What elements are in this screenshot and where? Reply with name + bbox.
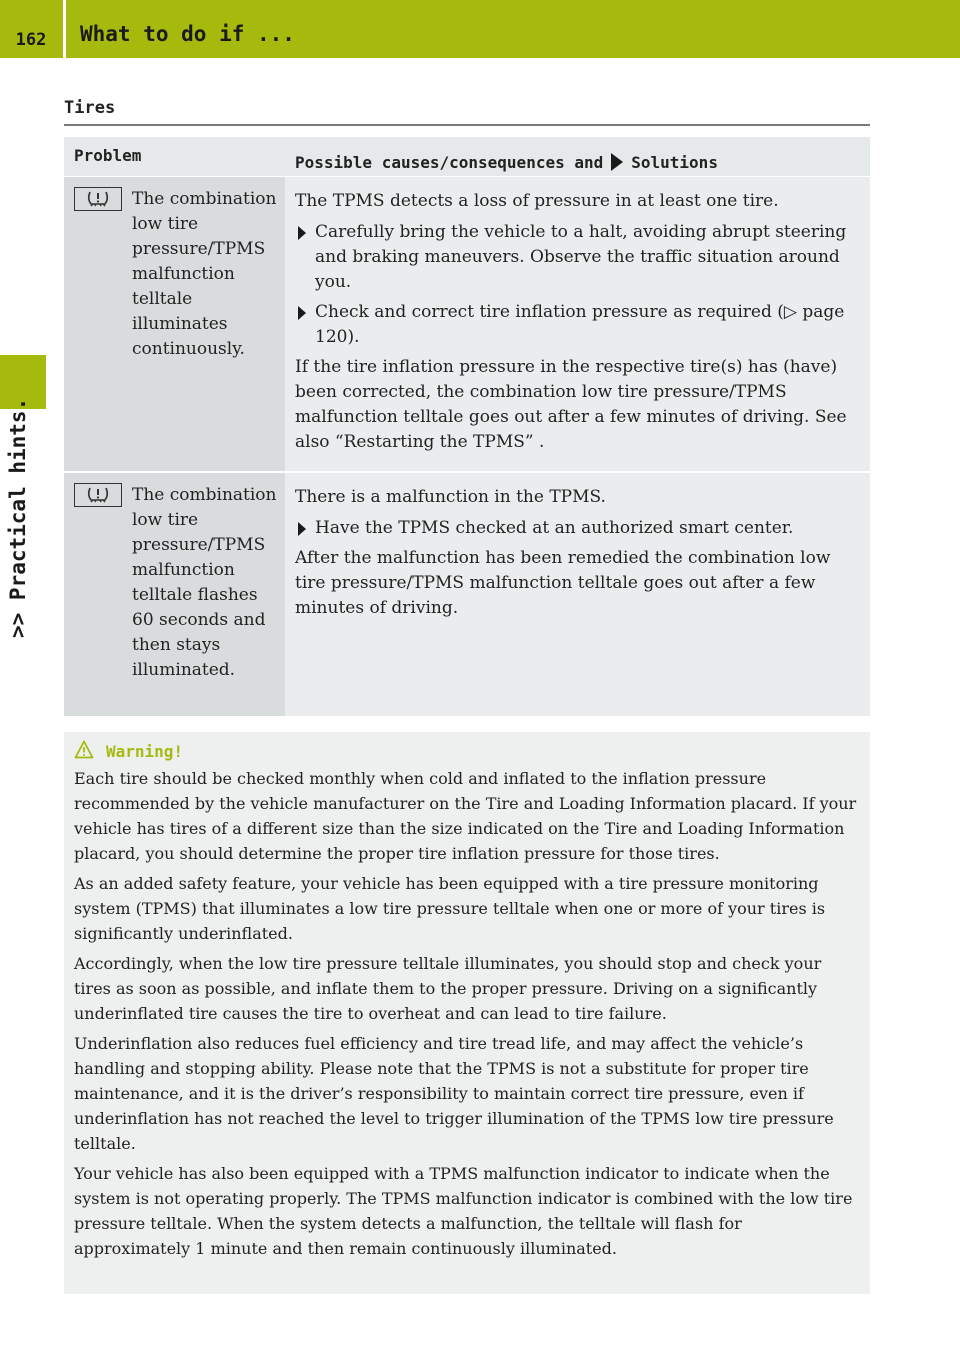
table-header xyxy=(64,137,870,177)
warning-paragraph: Accordingly, when the low tire pressure telltale illuminates, you should stop and check your tires as soon as possible, and inflate them to the proper pressure. Driving on a significantly underinflated tire causes the tire to overheat and can lead to tire failure. xyxy=(74,954,822,1023)
page-header xyxy=(0,0,960,58)
header-divider xyxy=(63,0,66,58)
step-arrow-icon xyxy=(298,306,306,320)
cause-text: There is a malfunction in the TPMS. xyxy=(295,487,606,507)
step-arrow-icon xyxy=(298,522,306,536)
solution-step xyxy=(295,516,862,541)
tpms-warning-icon xyxy=(74,187,122,211)
solutions-cell xyxy=(285,177,870,471)
column-header-solutions xyxy=(285,137,870,176)
warning-title: Warning! xyxy=(106,741,184,761)
result-text: If the tire inflation pressure in the respective tire(s) has (have) been corrected, the combination low tire pressure/TPMS malfunction telltale goes out after a few minutes of driving. See also “Restarting the TPMS” . xyxy=(295,357,847,452)
page-title: What to do if ... xyxy=(80,22,295,46)
column-header-problem: Problem xyxy=(74,146,142,165)
warning-paragraph: Each tire should be checked monthly when cold and inflated to the inflation pressure recommended by the vehicle manufacturer on the Tire and Loading Information placard. If your vehicle has tires of a different size than the size indicated on the Tire and Loading Information placard, you should determine the proper tire inflation pressure for those tires. xyxy=(74,769,857,863)
warning-header xyxy=(74,740,860,762)
problem-cell xyxy=(64,177,285,471)
side-strip xyxy=(0,58,46,1362)
problem-text: The combination low tire pressure/TPMS malfunction telltale flashes 60 seconds and then stays illuminated. xyxy=(132,485,277,680)
result-text: After the malfunction has been remedied the combination low tire pressure/TPMS malfunction telltale goes out after a few minutes of driving. xyxy=(295,548,831,618)
table-row xyxy=(64,177,870,473)
warning-paragraph: Your vehicle has also been equipped with a TPMS malfunction indicator to indicate when the system is not operating properly. The TPMS malfunction indicator is combined with the low tire pressure telltale. When the system detects a malfunction, the telltale will flash for approximately 1 minute and then remain continuously illuminated. xyxy=(74,1164,853,1258)
step-arrow-icon xyxy=(298,226,306,240)
solution-step-text: Have the TPMS checked at an authorized smart center. xyxy=(315,518,794,538)
solutions-cell xyxy=(285,473,870,716)
table-row xyxy=(64,473,870,718)
problem-cell xyxy=(64,473,285,716)
section-divider xyxy=(64,124,870,126)
solution-step xyxy=(295,220,862,295)
problem-text: The combination low tire pressure/TPMS malfunction telltale illuminates continuously. xyxy=(132,189,277,359)
tpms-warning-icon xyxy=(74,483,122,507)
warning-box xyxy=(64,732,870,1294)
warning-paragraph: As an added safety feature, your vehicle has been equipped with a tire pressure monitoring system (TPMS) that illuminates a low tire pressure telltale when one or more of your tires is significantly underinflated. xyxy=(74,874,826,943)
page-number: 162 xyxy=(15,30,47,50)
warning-triangle-icon xyxy=(74,740,94,763)
section-side-label: >> Practical hints. xyxy=(6,397,30,638)
warning-paragraph: Underinflation also reduces fuel efficiency and tire tread life, and may affect the vehicle’s handling and stopping ability. Please note that the TPMS is not a substitute for proper tire maintenance, and it is the driver’s responsibility to maintain correct tire pressure, even if underinflation has not reached the level to trigger illumination of the TPMS low tire pressure telltale. xyxy=(74,1034,834,1153)
arrow-right-icon xyxy=(611,153,623,171)
solution-step-text: Check and correct tire inflation pressure as required (▷ page 120). xyxy=(315,302,845,347)
column-header-solutions-text-b: Solutions xyxy=(631,152,718,172)
solution-step xyxy=(295,300,862,350)
column-header-solutions-text: Possible causes/consequences and xyxy=(295,152,604,172)
cause-text: The TPMS detects a loss of pressure in at least one tire. xyxy=(295,191,779,211)
solution-step-text: Carefully bring the vehicle to a halt, avoiding abrupt steering and braking maneuvers. Observe the traffic situation around you. xyxy=(315,222,847,292)
problem-solution-table xyxy=(64,137,870,718)
section-title: Tires xyxy=(64,98,116,118)
